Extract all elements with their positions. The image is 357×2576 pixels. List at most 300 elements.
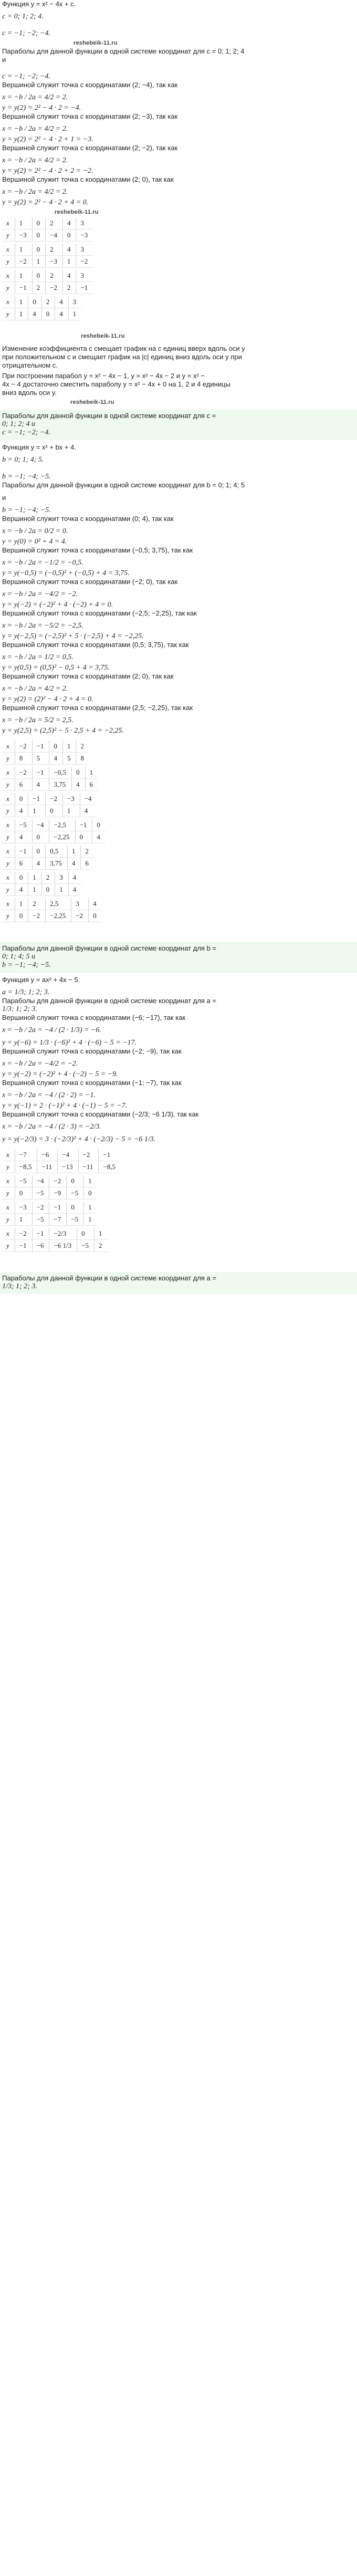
table-row [2, 217, 93, 230]
table-row [2, 910, 102, 922]
graph-caption: Параболы для данной функции в одной системе координат для a = [2, 1274, 216, 1282]
table-cell: 1 [28, 805, 46, 817]
vertex-y-formula: y = y(−6) = 1/3 · (−6)² + 4 · (−6) − 5 = −17. [2, 1039, 137, 1047]
table-cell: 1 [68, 308, 81, 320]
value-table [2, 1175, 97, 1200]
table-row [2, 767, 98, 779]
vertex-text: Вершиной служит точка с координатами (0,5; 3,75), так как [2, 641, 189, 649]
table-row-header: y [2, 256, 15, 268]
vertex-y-formula: y = y(−2) = (−2)² + 4 · (−2) − 5 = −9. [2, 1070, 118, 1078]
function-statement: Функция y = x² − 4x + c. [2, 0, 76, 8]
vertex-text: Вершиной служит точка с координатами (2; −4), так как [2, 81, 178, 89]
table-cell: 6 [15, 858, 32, 870]
table-row-header: y [2, 308, 15, 320]
table-cell: 0 [41, 884, 55, 896]
table-cell: 1 [85, 767, 98, 779]
table-cell: −4 [32, 1175, 49, 1187]
table-row [2, 898, 102, 910]
value-table [2, 846, 94, 870]
table-cell: 4 [32, 779, 49, 791]
vertex-text: Вершиной служит точка с координатами (2; 0), так как [2, 672, 174, 680]
table-row-header: x [2, 217, 15, 230]
value-table [2, 244, 93, 268]
table-row-header: x [2, 898, 15, 910]
vertex-y-formula: y = y(−0,5) = (−0,5)² + (−0,5) + 4 = 3,75. [2, 569, 130, 577]
vertex-y-formula: y = y(2,5) = (2,5)² − 5 · 2,5 + 4 = −2,25. [2, 727, 124, 735]
conclusion-text: вниз вдоль оси y. [2, 389, 57, 397]
table-cell: 8 [15, 753, 32, 765]
table-cell: −1 [15, 1240, 32, 1252]
table-row-header: y [2, 910, 15, 922]
table-cell: 6 [85, 779, 98, 791]
table-row [2, 1214, 97, 1226]
table-row-header: x [2, 793, 15, 805]
vertex-y-formula: y = y(2) = 2² − 4 · 2 = −4. [2, 104, 81, 112]
table-row-header: y [2, 1187, 15, 1200]
graph-caption: Параболы для данной функции в одной системе координат для b = [2, 944, 216, 952]
table-cell: 3 [76, 217, 93, 230]
table-cell: 4 [49, 753, 63, 765]
table-row-header: y [2, 1240, 15, 1252]
table-cell: −1 [32, 1228, 49, 1240]
table-cell: −2 [78, 1149, 99, 1161]
table-row [2, 308, 81, 320]
value-table [2, 1149, 121, 1173]
table-cell: −2 [71, 910, 89, 922]
watermark: reshebeik-11.ru [70, 399, 114, 405]
table-cell: 2 [46, 270, 63, 282]
conjunction: и [2, 494, 6, 502]
table-cell: 0 [32, 244, 46, 256]
graph-caption: Параболы для данной функции в одной системе координат для c = [2, 412, 216, 420]
table-cell: 1 [84, 1214, 97, 1226]
table-cell: −4 [58, 1149, 78, 1161]
table-cell: 0 [32, 831, 49, 843]
graph-placeholder-block [0, 942, 357, 973]
table-cell: −2 [15, 1228, 32, 1240]
table-row [2, 793, 97, 805]
table-row-header: y [2, 858, 15, 870]
table-cell: 1 [15, 1214, 32, 1226]
table-cell: 0 [62, 230, 76, 242]
vertex-text: Вершиной служит точка с координатами (−2; −9), так как [2, 1047, 182, 1055]
table-cell: −2/3 [49, 1228, 77, 1240]
vertex-text: Вершиной служит точка с координатами (−6; −17), так как [2, 1014, 186, 1021]
table-cell: −13 [58, 1161, 78, 1173]
vertex-y-formula: y = y(2) = 2² − 4 · 2 + 1 = −3. [2, 135, 93, 143]
table-cell: −2,25 [46, 910, 71, 922]
table-cell: −3 [62, 793, 80, 805]
table-row-header: y [2, 1161, 15, 1173]
table-cell: 1 [15, 244, 32, 256]
graph-caption: 0; 1; 4; 5 и [2, 953, 35, 961]
table-row [2, 741, 89, 753]
conclusion-text: Изменение коэффициента c смещает график на c единиц вверх вдоль оси y [2, 345, 245, 352]
table-cell: 1 [28, 872, 42, 884]
table-cell: −2 [49, 1175, 67, 1187]
value-table [2, 270, 93, 294]
vertex-x-formula: x = −b / 2a = −4 / (2 · 1/3) = −6. [2, 1026, 101, 1034]
value-tables [2, 1149, 355, 1252]
table-row-header: x [2, 872, 15, 884]
table-row-header: x [2, 1228, 15, 1240]
vertex-x-formula: x = −b / 2a = −4 / (2 · 3) = −2/3. [2, 1123, 101, 1131]
table-cell: 4 [62, 217, 76, 230]
vertex-y-formula: y = y(0,5) = (0,5)² − 0,5 + 4 = 3,75. [2, 664, 110, 672]
table-cell: 1 [15, 270, 32, 282]
table-row-header: x [2, 1202, 15, 1214]
vertex-x-formula: x = −b / 2a = −4/2 = −2. [2, 1060, 78, 1068]
task-statement: Параболы для данной функции в одной системе координат для a = [2, 997, 216, 1005]
table-cell: −3 [15, 1202, 32, 1214]
table-cell: −1 [75, 819, 92, 831]
table-row-header: y [2, 884, 15, 896]
table-row [2, 846, 94, 858]
table-row [2, 805, 97, 817]
table-cell: −2 [28, 910, 46, 922]
parameter-values: 1/3; 1; 2; 3. [2, 1005, 37, 1013]
table-cell: −1 [49, 1202, 67, 1214]
table-cell: 1 [67, 846, 81, 858]
table-row-header: x [2, 846, 15, 858]
table-cell: 0 [67, 1175, 84, 1187]
graph-caption: c = −1; −2; −4. [2, 429, 50, 436]
table-cell: 6 [15, 779, 32, 791]
table-cell: −4 [46, 230, 63, 242]
table-cell: −5 [67, 1187, 84, 1200]
table-cell: 2 [41, 296, 55, 308]
table-cell: −5 [15, 1175, 32, 1187]
vertex-text: Вершиной служит точка с координатами (−2,5; −2,25), так как [2, 609, 197, 617]
table-cell: 0 [46, 805, 63, 817]
table-cell: 2 [28, 898, 46, 910]
parameter-values-negative: c = −1; −2; −4. [2, 72, 50, 80]
table-row [2, 296, 81, 308]
table-cell: −1 [76, 282, 93, 294]
table-row-header: x [2, 819, 15, 831]
table-cell: 6 [81, 858, 94, 870]
table-cell: −1 [15, 282, 32, 294]
table-row-header: x [2, 741, 15, 753]
vertex-x-formula: x = −b / 2a = 4/2 = 2. [2, 685, 68, 693]
table-cell: 0 [32, 230, 46, 242]
conclusion-text: при положительном c и смещает график на |c| единиц вниз вдоль оси y при [2, 353, 242, 361]
table-cell: 1 [62, 256, 76, 268]
table-cell: 1 [15, 217, 32, 230]
table-row-header: y [2, 282, 15, 294]
table-cell: 0 [15, 1187, 32, 1200]
table-cell: −0,5 [49, 767, 72, 779]
graph-caption: 0; 1; 2; 4 и [2, 420, 35, 428]
vertex-text: Вершиной служит точка с координатами (−2/3; −6 1/3), так как [2, 1110, 199, 1118]
table-cell: 1 [28, 884, 42, 896]
vertex-x-formula: x = −b / 2a = −5/2 = −2,5. [2, 622, 83, 630]
value-tables [2, 217, 355, 320]
table-cell: −7 [49, 1214, 67, 1226]
table-row [2, 270, 93, 282]
table-cell: 4 [89, 898, 102, 910]
task-statement: Параболы для данной функции в одной системе координат для b = 0; 1; 4; 5 [2, 481, 245, 489]
table-row [2, 884, 81, 896]
vertex-x-formula: x = −b / 2a = −1/2 = −0,5. [2, 559, 83, 567]
table-cell: −6 1/3 [49, 1240, 77, 1252]
table-cell: 0 [75, 831, 92, 843]
table-row [2, 1175, 97, 1187]
table-cell: 2 [46, 244, 63, 256]
table-cell: 0 [84, 1187, 97, 1200]
value-table [2, 767, 98, 791]
table-cell: 5 [62, 753, 76, 765]
table-row-header: y [2, 1214, 15, 1226]
table-cell: −2 [46, 793, 63, 805]
table-row-header: y [2, 831, 15, 843]
table-cell: −1 [99, 1149, 121, 1161]
table-row [2, 831, 106, 843]
table-cell: −3 [46, 256, 63, 268]
table-cell: 2 [46, 217, 63, 230]
table-cell: −1 [28, 793, 46, 805]
table-cell: 4 [55, 296, 69, 308]
table-cell: −2 [15, 741, 32, 753]
table-row-header: x [2, 1175, 15, 1187]
parameter-values-negative: c = −1; −2; −4. [2, 29, 50, 37]
table-cell: −3 [15, 230, 32, 242]
table-cell: −2 [46, 282, 63, 294]
vertex-text: Вершиной служит точка с координатами (−2; 0), так как [2, 578, 178, 586]
table-row [2, 858, 94, 870]
table-cell: −5 [67, 1214, 84, 1226]
vertex-text: Вершиной служит точка с координатами (−1; −7), так как [2, 1079, 182, 1087]
table-cell: 1 [32, 256, 46, 268]
table-cell: 3,75 [46, 858, 68, 870]
vertex-text: Вершиной служит точка с координатами (2; −3), так как [2, 112, 178, 120]
table-cell: 1 [84, 1175, 97, 1187]
vertex-y-formula: y = y(0) = 0² + 4 = 4. [2, 538, 67, 546]
table-cell: 1 [15, 296, 28, 308]
vertex-y-formula: y = y(−2,5) = (−2,5)² + 5 · (−2,5) + 4 = −2,25. [2, 632, 144, 640]
table-row-header: y [2, 779, 15, 791]
table-cell: 1 [62, 741, 76, 753]
vertex-x-formula: x = −b / 2a = 5/2 = 2,5. [2, 716, 74, 724]
vertex-x-formula: x = −b / 2a = 1/2 = 0,5. [2, 653, 74, 661]
conclusion-text: 4x − 4 достаточно сместить параболу y = x² − 4x + 0 на 1, 2 и 4 единицы [2, 380, 230, 388]
table-row [2, 1240, 108, 1252]
table-cell: −2,25 [49, 831, 75, 843]
conclusion-text: отрицательном c. [2, 361, 58, 369]
table-cell: 3 [55, 872, 69, 884]
table-cell: 0 [28, 296, 42, 308]
table-row [2, 282, 93, 294]
table-cell: −6 [37, 1149, 58, 1161]
table-cell: 4 [80, 805, 97, 817]
table-cell: −5 [32, 1214, 49, 1226]
watermark: reshebeik-11.ru [55, 209, 99, 215]
table-cell: 4 [28, 308, 42, 320]
table-cell: −7 [15, 1149, 37, 1161]
table-cell: −5 [15, 819, 32, 831]
graph-placeholder-block [0, 1272, 357, 1294]
table-cell: 0 [72, 767, 86, 779]
table-cell: −4 [32, 819, 49, 831]
value-table [2, 296, 81, 320]
value-table [2, 1202, 97, 1226]
table-cell: 1 [62, 805, 80, 817]
value-table [2, 1228, 108, 1252]
vertex-text: Вершиной служит точка с координатами (2; −2), так как [2, 144, 178, 152]
table-cell: −1 [32, 767, 49, 779]
table-row [2, 753, 89, 765]
table-row [2, 1149, 121, 1161]
vertex-x-formula: x = −b / 2a = 0/2 = 0. [2, 527, 68, 535]
table-cell: 3 [71, 898, 89, 910]
table-row [2, 230, 93, 242]
table-cell: 0 [15, 872, 28, 884]
vertex-y-formula: y = y(−2) = (−2)² + 4 · (−2) + 4 = 0. [2, 601, 113, 609]
table-cell: 8 [76, 753, 89, 765]
table-cell: 3 [76, 244, 93, 256]
table-cell: 0 [67, 1202, 84, 1214]
value-table [2, 793, 97, 817]
table-cell: 4 [68, 884, 81, 896]
vertex-x-formula: x = −b / 2a = 4/2 = 2. [2, 125, 68, 133]
table-row [2, 1228, 108, 1240]
table-cell: −5 [32, 1187, 49, 1200]
vertex-y-formula: y = y(2) = 2² − 4 · 2 + 2 = −2. [2, 167, 93, 175]
table-cell: −2 [15, 767, 32, 779]
table-row-header: x [2, 244, 15, 256]
table-cell: 0 [32, 270, 46, 282]
value-table [2, 872, 81, 896]
vertex-x-formula: x = −b / 2a = −4 / (2 · 2) = −1. [2, 1091, 96, 1099]
task-statement: Параболы для данной функции в одной системе координат для c = 0; 1; 2; 4 [2, 47, 245, 55]
table-cell: 4 [62, 270, 76, 282]
table-cell: −9 [49, 1187, 67, 1200]
table-cell: −11 [37, 1161, 58, 1173]
table-cell: 0 [89, 910, 102, 922]
table-cell: 4 [72, 779, 86, 791]
table-cell: 3 [68, 296, 81, 308]
table-cell: 4 [32, 858, 46, 870]
watermark: reshebeik-11.ru [81, 333, 125, 339]
table-cell: 4 [15, 831, 32, 843]
table-cell: 2 [81, 846, 94, 858]
table-cell: 3 [76, 270, 93, 282]
table-cell: 4 [67, 858, 81, 870]
table-row-header: x [2, 1149, 15, 1161]
table-cell: 0 [92, 819, 106, 831]
value-table [2, 898, 102, 922]
table-cell: 1 [15, 308, 28, 320]
value-table [2, 217, 93, 242]
watermark: reshebeik-11.ru [74, 40, 118, 46]
table-row [2, 872, 81, 884]
table-cell: −4 [80, 793, 97, 805]
table-cell: 5 [32, 753, 49, 765]
parameter-values-negative: b = −1; −4; −5. [2, 506, 51, 514]
table-cell: 1 [84, 1202, 97, 1214]
table-cell: 0 [32, 846, 46, 858]
vertex-y-formula: y = y(−1) = 2 · (−1)² + 4 · (−1) − 5 = −7. [2, 1102, 128, 1110]
table-cell: 4 [62, 244, 76, 256]
table-cell: 3,75 [49, 779, 72, 791]
vertex-x-formula: x = −b / 2a = 4/2 = 2. [2, 188, 68, 196]
graph-placeholder-block [0, 410, 357, 440]
parameter-values-negative: b = −1; −4; −5. [2, 473, 51, 481]
conjunction: и [2, 56, 6, 64]
table-cell: −11 [78, 1161, 99, 1173]
vertex-text: Вершиной служит точка с координатами (2,5; −2,25), так как [2, 704, 193, 712]
table-cell: 4 [55, 308, 69, 320]
table-row [2, 779, 98, 791]
vertex-x-formula: x = −b / 2a = 4/2 = 2. [2, 93, 68, 101]
table-cell: 2 [41, 872, 55, 884]
table-row [2, 1161, 121, 1173]
table-cell: −2,5 [49, 819, 75, 831]
table-row-header: y [2, 230, 15, 242]
vertex-y-formula: y = y(2) = 2² − 4 · 2 + 4 = 0. [2, 199, 89, 206]
vertex-y-formula: y = y(−2/3) = 3 · (−2/3)² + 4 · (−2/3) − 5 = −6 1/3. [2, 1135, 156, 1143]
table-cell: −8,5 [99, 1161, 121, 1173]
table-row-header: x [2, 296, 15, 308]
table-row-header: y [2, 753, 15, 765]
table-cell: 2,5 [46, 898, 71, 910]
vertex-text: Вершиной служит точка с координатами (−0,5; 3,75), так как [2, 546, 193, 554]
table-cell: −8,5 [15, 1161, 37, 1173]
vertex-y-formula: y = y(2) = (2)² − 4 · 2 + 4 = 0. [2, 695, 93, 703]
table-cell: −2 [76, 256, 93, 268]
parameter-values: c = 0; 1; 2; 4. [2, 13, 44, 20]
table-cell: 4 [15, 884, 28, 896]
vertex-x-formula: x = −b / 2a = 4/2 = 2. [2, 157, 68, 164]
table-cell: 0 [15, 910, 28, 922]
table-row-header: x [2, 767, 15, 779]
table-cell: −2 [15, 256, 32, 268]
table-row [2, 1187, 97, 1200]
table-row [2, 244, 93, 256]
table-cell: 4 [68, 872, 81, 884]
table-cell: 0 [41, 308, 55, 320]
table-cell: 1 [55, 884, 69, 896]
table-cell: 1 [15, 898, 28, 910]
table-cell: 4 [92, 831, 106, 843]
table-row [2, 1202, 97, 1214]
vertex-x-formula: x = −b / 2a = −4/2 = −2. [2, 590, 78, 598]
table-cell: 4 [15, 805, 28, 817]
table-cell: −5 [77, 1240, 94, 1252]
parameter-values: a = 1/3; 1; 2; 3. [2, 988, 50, 996]
vertex-text: Вершиной служит точка с координатами (2; 0), так как [2, 175, 174, 183]
table-cell: −1 [32, 741, 49, 753]
vertex-text: Вершиной служит точка с координатами (0; 4), так как [2, 515, 174, 523]
table-cell: 0 [49, 741, 63, 753]
table-cell: 0 [77, 1228, 94, 1240]
function-statement: Функция y = x² + bx + 4. [2, 443, 76, 451]
table-row-header: y [2, 805, 15, 817]
conclusion-text: При построении парабол y = x² − 4x − 1, y = x² − 4x − 2 и y = x² − [2, 372, 205, 380]
table-cell: −6 [32, 1240, 49, 1252]
function-statement: Функция y = ax² + 4x − 5. [2, 976, 80, 984]
table-cell: 2 [94, 1240, 108, 1252]
graph-caption: b = −1; −4; −5. [2, 961, 51, 969]
table-cell: 2 [32, 282, 46, 294]
table-cell: 2 [76, 741, 89, 753]
graph-caption: 1/3; 1; 2; 3. [2, 1282, 37, 1290]
value-table [2, 741, 89, 765]
table-cell: −3 [76, 230, 93, 242]
table-cell: 1 [94, 1228, 108, 1240]
table-cell: −1 [15, 846, 32, 858]
table-cell: 0,5 [46, 846, 68, 858]
